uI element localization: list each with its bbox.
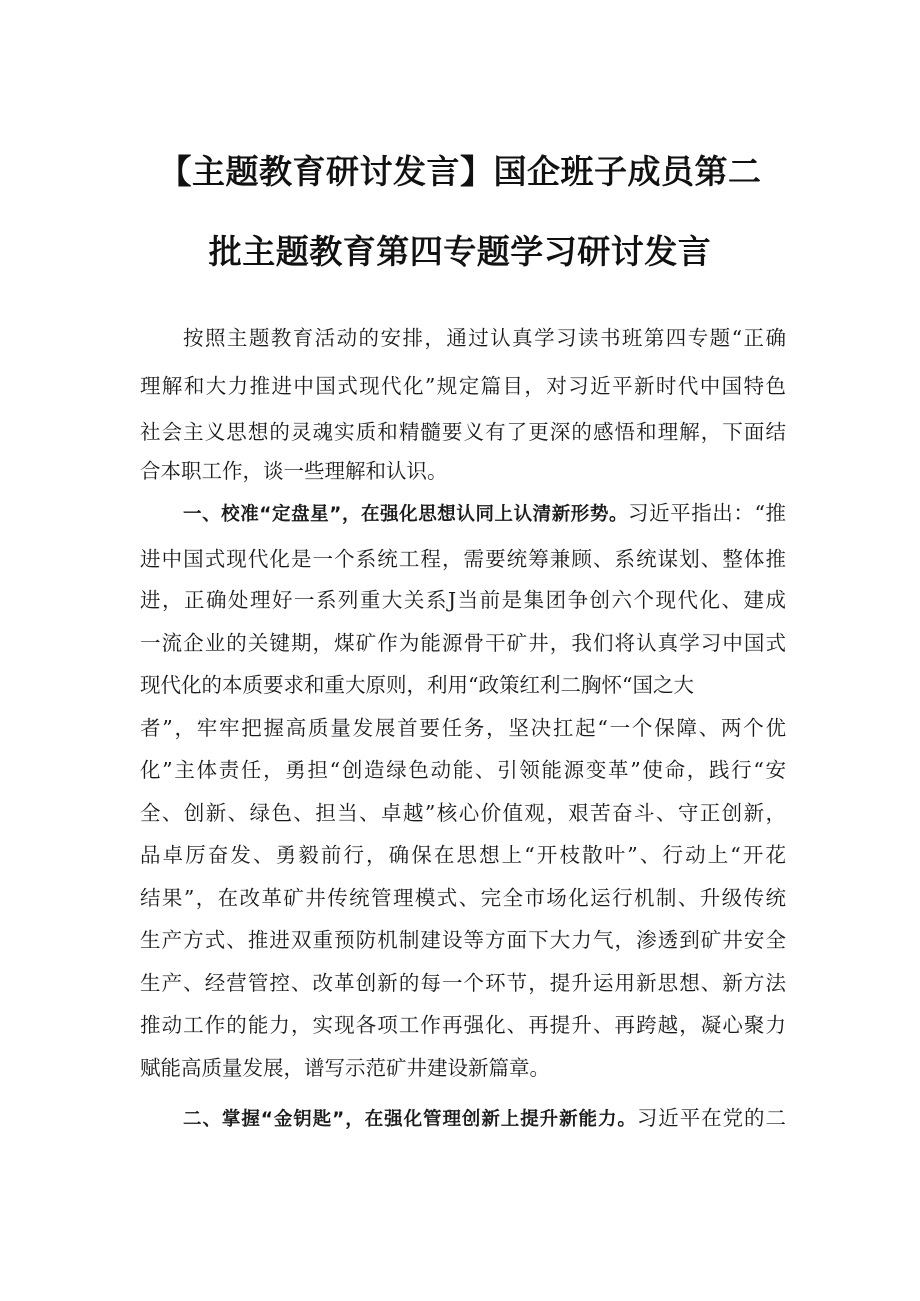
document-title-line-1: 【主题教育研讨发言】国企班子成员第二	[158, 152, 762, 191]
intro-line: 按照主题教育活动的安排，通过认真学习读书班第四专题“正确	[183, 326, 786, 350]
intro-line: 社会主义思想的灵魂实质和精髓要义有了更深的感悟和理解，下面结	[140, 420, 786, 444]
section-1-line: 赋能高质量发展，谱写示范矿井建设新篇章。	[140, 1056, 550, 1080]
section-2-heading: 二、掌握“金钥匙”，在强化管理创新上提升新能力。	[183, 1109, 637, 1130]
section-1-first-line	[183, 495, 786, 531]
section-1-first-tail: 习近平指出：“推	[628, 501, 786, 525]
section-2-first-tail: 习近平在党的二	[636, 1106, 786, 1130]
section-1-line: 进中国式现代化是一个系统工程，需要统筹兼顾、系统谋划、整体推	[140, 547, 786, 571]
section-1-line: 品卓厉奋发、勇毅前行，确保在思想上“开枝散叶”、行动上“开花	[140, 843, 786, 867]
section-1-line: 全、创新、绿色、担当、卓越”核心价值观，艰苦奋斗、守正创新，	[140, 801, 786, 825]
section-1-line: 者”，牢牢把握高质量发展首要任务，坚决扛起“一个保障、两个优	[140, 716, 786, 740]
section-1-line: 一流企业的关键期，煤矿作为能源骨干矿井，我们将认真学习中国式	[140, 631, 786, 655]
section-1-line: 进，正确处理好一系列重大关系J当前是集团争创六个现代化、建成	[140, 588, 786, 612]
document-title-line-2: 批主题教育第四专题学习研讨发言	[208, 232, 712, 271]
section-1-line: 生产方式、推进双重预防机制建设等方面下大力气，渗透到矿井安全	[140, 928, 786, 952]
intro-line: 理解和大力推进中国式现代化”规定篇目，对习近平新时代中国特色	[140, 374, 786, 398]
section-1-heading: 一、校准“定盘星”，在强化思想认同上认清新形势。	[183, 504, 629, 525]
section-2-first-line	[183, 1100, 786, 1136]
section-1-line: 现代化的本质要求和重大原则，利用“政策红利二胸怀“国之大	[140, 673, 694, 697]
section-1-line: 结果”，在改革矿井传统管理模式、完全市场化运行机制、升级传统	[140, 886, 786, 910]
section-1-line: 生产、经营管控、改革创新的每一个环节，提升运用新思想、新方法	[140, 971, 786, 995]
intro-line: 合本职工作，谈一些理解和认识。	[140, 459, 448, 483]
section-1-line: 推动工作的能力，实现各项工作再强化、再提升、再跨越，凝心聚力	[140, 1013, 786, 1037]
section-1-line: 化”主体责任，勇担“创造绿色动能、引领能源变革”使命，践行“安	[140, 758, 786, 782]
